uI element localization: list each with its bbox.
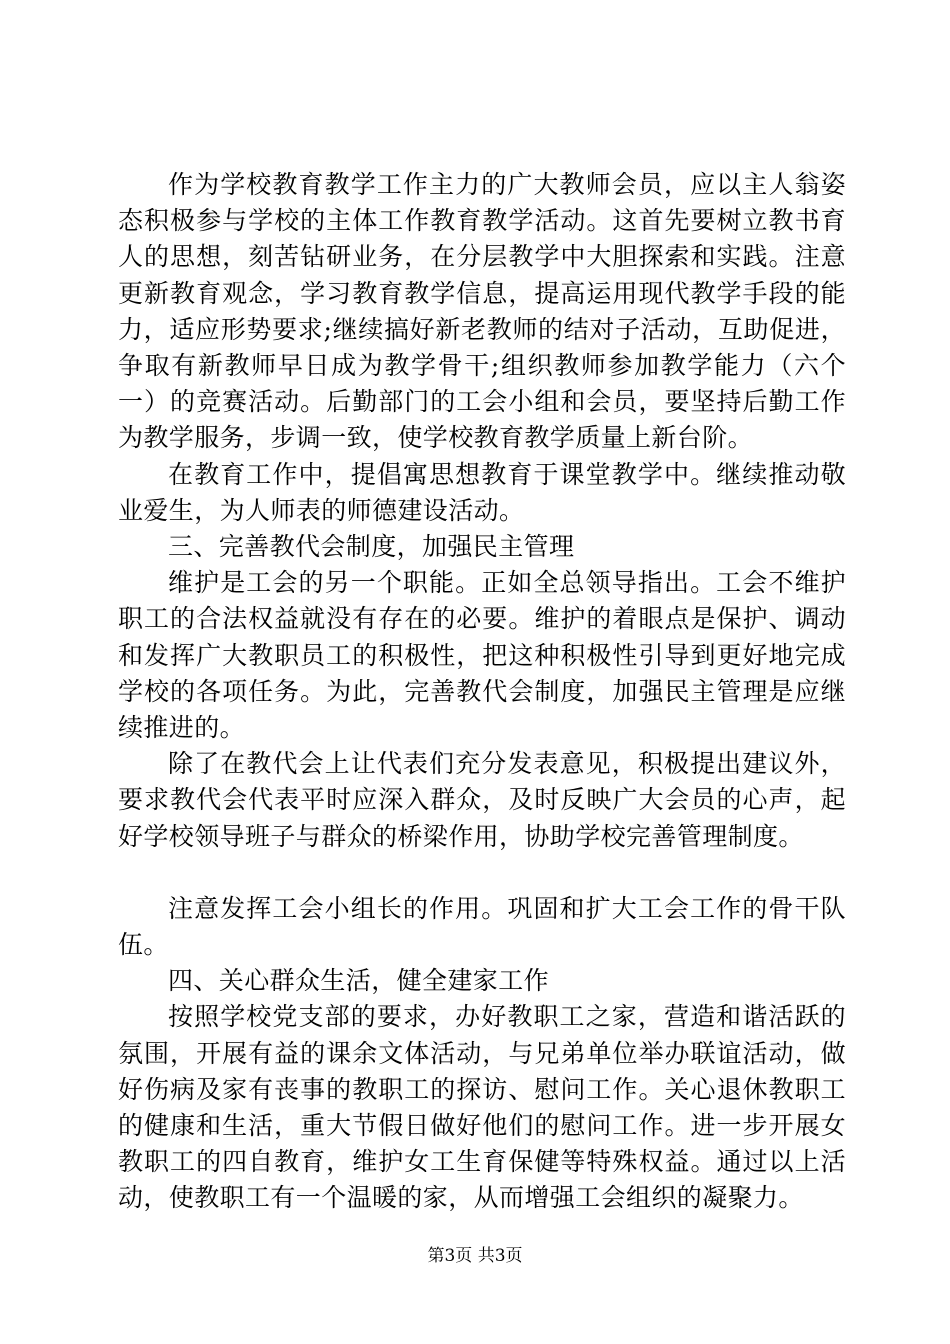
paragraph-teachers-role: 作为学校教育教学工作主力的广大教师会员，应以主人翁姿态积极参与学校的主体工作教育教学活动。这首先要树立教书育人的思想，刻苦钻研业务，在分层教学中大胆探索和实践。注意更新教育观念，学习教育教学信息，提高运用现代教学手段的能力，适应形势要求;继续搞好新老教师的结对子活动，互助促进，争取有新教师早日成为教学骨干;组织教师参加教学能力（六个一）的竞赛活动。后勤部门的工会小组和会员，要坚持后勤工作为教学服务，步调一致，使学校教育教学质量上新台阶。 [118, 170, 846, 453]
paragraph-staff-home: 按照学校党支部的要求，办好教职工之家，营造和谐活跃的氛围，开展有益的课余文体活动，与兄弟单位举办联谊活动，做好伤病及家有丧事的教职工的探访、慰问工作。关心退休教职工的健康和生活，重大节假日做好他们的慰问工作。进一步开展女教职工的四自教育，维护女工生育保健等特殊权益。通过以上活动，使教职工有一个温暖的家，从而增强工会组织的凝聚力。 [118, 1002, 846, 1213]
paragraph-congress-representatives: 除了在教代会上让代表们充分发表意见，积极提出建议外，要求教代会代表平时应深入群众，及时反映广大会员的心声，起好学校领导班子与群众的桥梁作用，协助学校完善管理制度。 [118, 749, 846, 851]
section-heading-four: 四、关心群众生活，健全建家工作 [168, 966, 550, 996]
section-heading-three: 三、完善教代会制度，加强民主管理 [168, 532, 575, 562]
paragraph-group-leaders: 注意发挥工会小组长的作用。巩固和扩大工会工作的骨干队伍。 [118, 893, 846, 960]
paragraph-protect-rights: 维护是工会的另一个职能。正如全总领导指出。工会不维护职工的合法权益就没有存在的必要。维护的着眼点是保护、调动和发挥广大教职员工的积极性，把这种积极性引导到更好地完成学校的各项任务。为此，完善教代会制度，加强民主管理是应继续推进的。 [118, 568, 846, 743]
paragraph-moral-education: 在教育工作中，提倡寓思想教育于课堂教学中。继续推动敬业爱生，为人师表的师德建设活动。 [118, 459, 846, 525]
document-body [118, 167, 846, 1217]
page-number-footer: 第3页 共3页 [427, 1246, 523, 1266]
